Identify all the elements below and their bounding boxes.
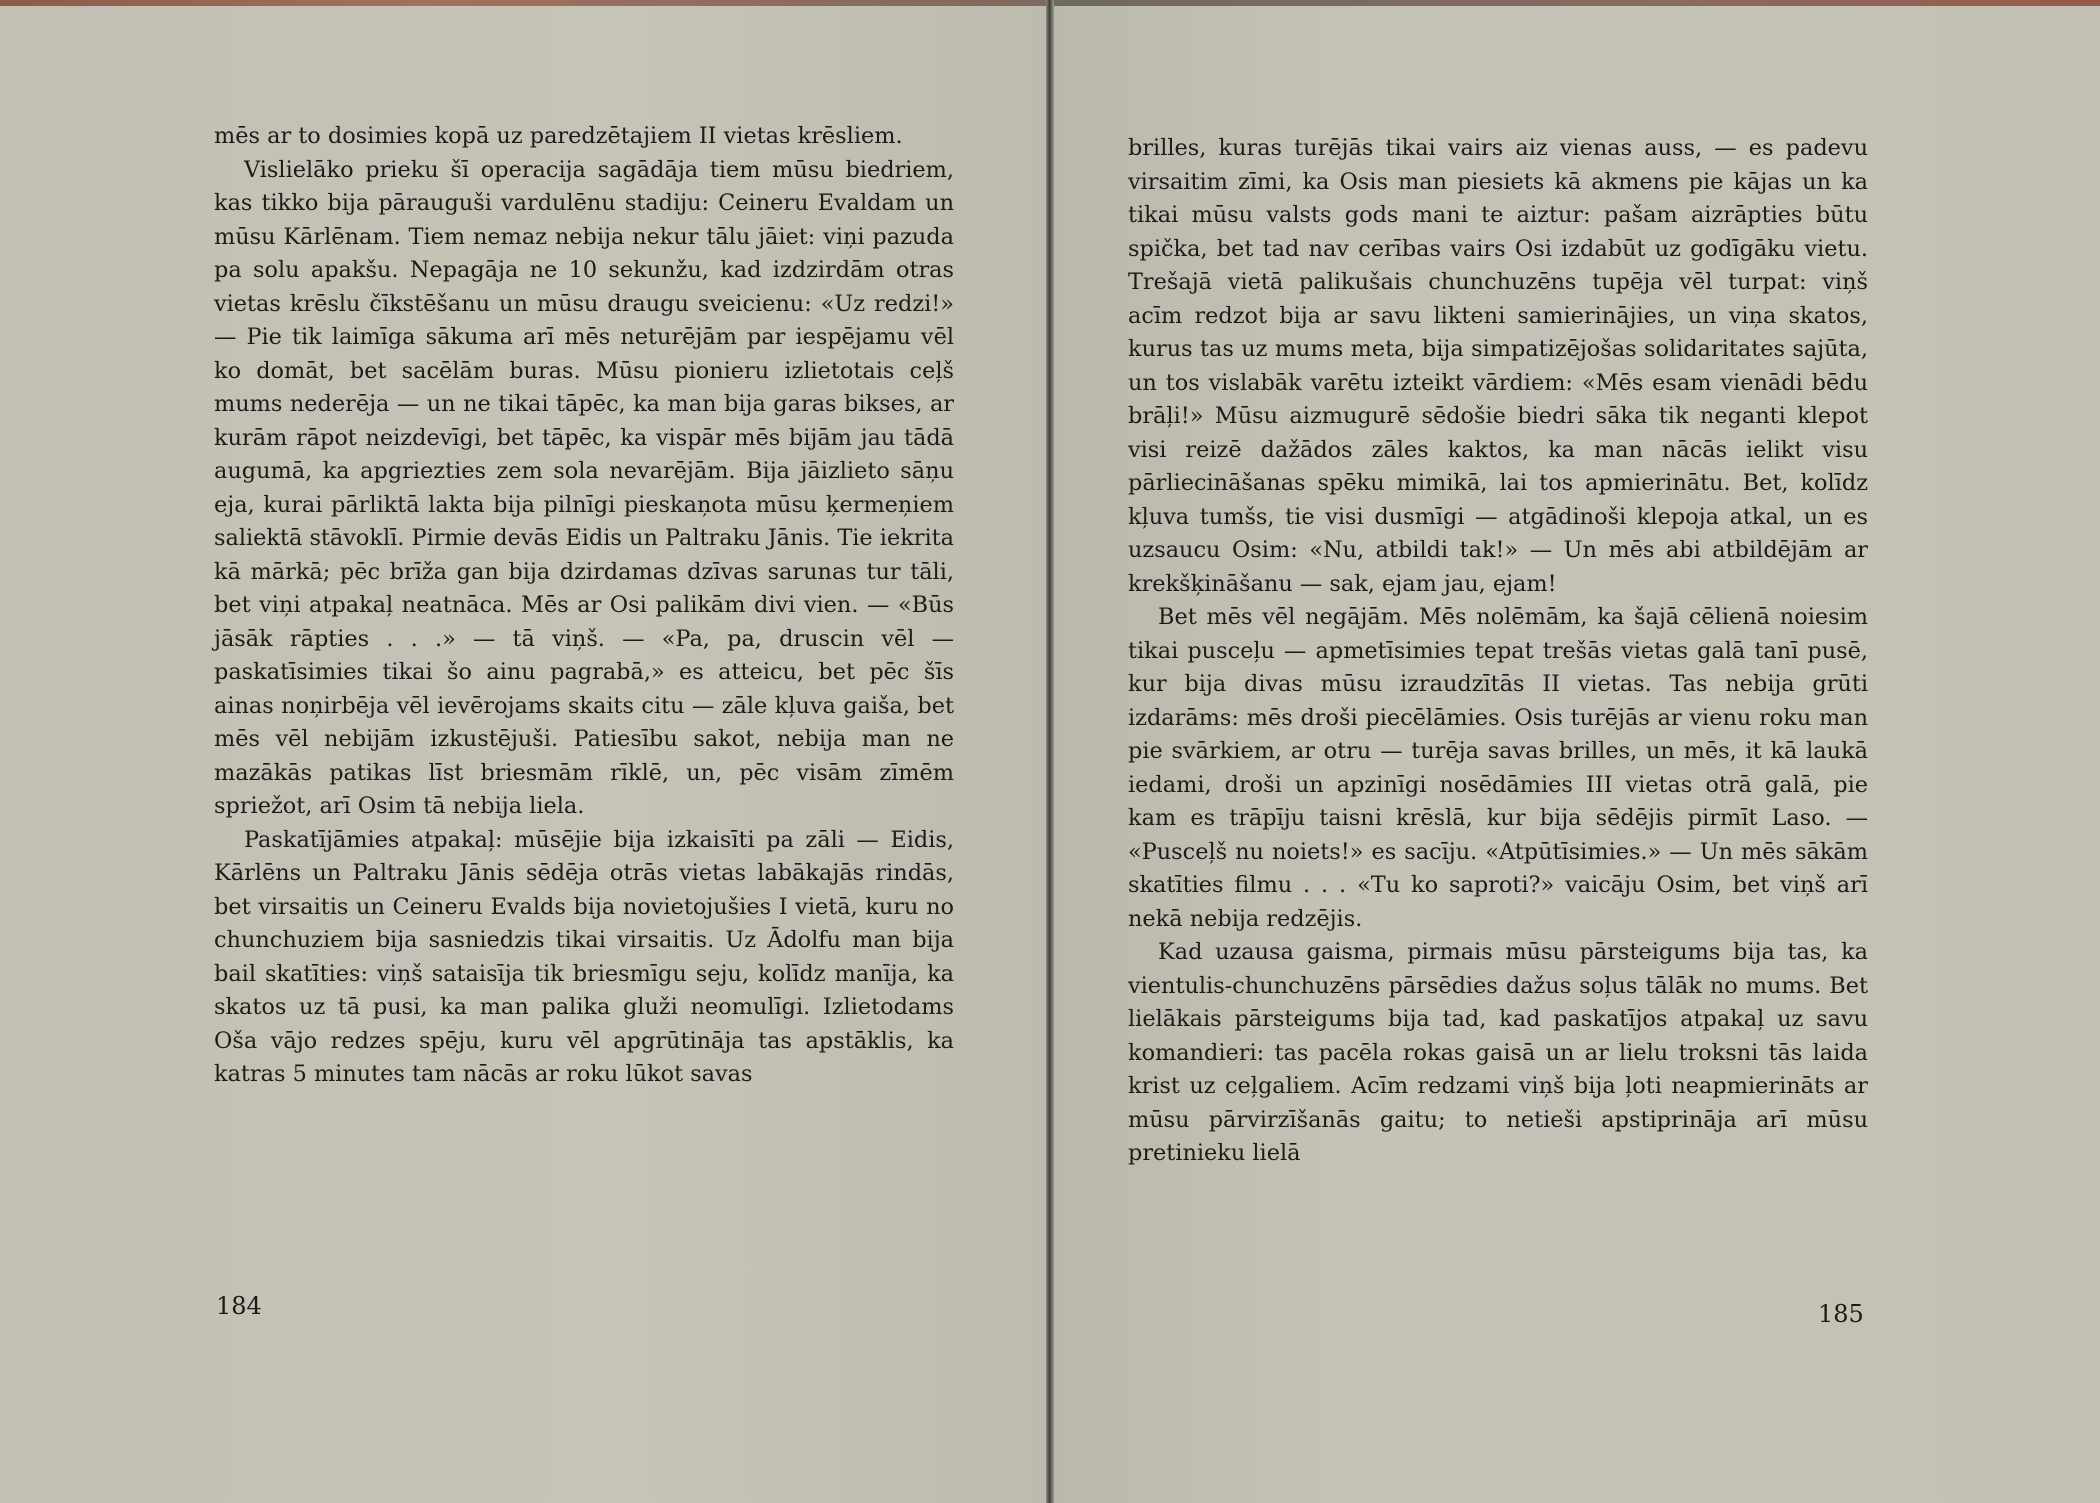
right-page <box>1052 6 2100 1503</box>
paragraph: Kad uzausa gaisma, pirmais mūsu pārsteigums bija tas, ka vientulis-chunchuzēns pārsēdies dažus soļus tālāk no mums. Bet lielākais pārsteigums bija tad, kad paskatījos atpakaļ uz savu komandieri: tas pacēla rokas gaisā un ar lielu troksni tās laida krist uz ceļgaliem. Acīm redzami viņš bija ļoti neapmierināts ar mūsu pārvirzīšanās gaitu; to netieši apstiprināja arī mūsu pretinieku lielā <box>1128 939 1868 1166</box>
paragraph: mēs ar to dosimies kopā uz paredzētajiem II vietas krēsliem. <box>214 123 903 149</box>
paragraph: Paskatījāmies atpakaļ: mūsējie bija izkaisīti pa zāli — Eidis, Kārlēns un Paltraku Jānis sēdēja otrās vietas labākajās rindās, bet virsaitis un Ceineru Evalds bija novietojušies I vietā, kuru no chunchuziem bija sasniedzis tikai virsaitis. Uz Ādolfu man bija bail skatīties: viņš sataisīja tik briesmīgu seju, kolīdz manīja, ka skatos uz tā pusi, ka man palika gluži neomulīgi. Izlietodams Oša vājo redzes spēju, kuru vēl apgrūtināja tas apstāklis, ka katras 5 minutes tam nācās ar roku lūkot savas <box>214 826 954 1087</box>
book-gutter <box>1046 0 1054 1503</box>
left-page <box>0 6 1048 1503</box>
paragraph: Bet mēs vēl negājām. Mēs nolēmām, ka šajā cēlienā noiesim tikai pusceļu — apmetīsimies tepat trešās vietas galā tanī pusē, kur bija divas mūsu izraudzītās II vietas. Tas nebija grūti izdarāms: mēs droši piecēlāmies. Osis turējās ar vienu roku man pie svārkiem, ar otru — turēja savas brilles, un mēs, it kā laukā iedami, droši un apzinīgi nosēdāmies III vietas otrā galā, pie kam es trāpīju taisni krēslā, kur bija sēdējis pirmīt Laso. — «Pusceļš nu noiets!» es sacīju. «Atpūtīsimies.» — Un mēs sākām skatīties filmu . . . «Tu ko saproti?» vaicāju Osim, bet viņš arī nekā nebija redzējis. <box>1128 604 1868 932</box>
paragraph: brilles, kuras turējās tikai vairs aiz vienas auss, — es padevu virsaitim zīmi, ka Osis man piesiets kā akmens pie kājas un ka tikai mūsu valsts gods mani te aiztur: pašam aizrāpties būtu spička, bet tad nav cerības vairs Osi izdabūt uz godīgāku vietu. Trešajā vietā palikušais chunchuzēns tupēja vēl turpat: viņš acīm redzot bija ar savu likteni samierinājies, un viņa skatos, kurus tas uz mums meta, bija simpatizējošas solidaritates sajūta, un tos vislabāk varētu izteikt vārdiem: «Mēs esam vienādi bēdu brāļi!» Mūsu aizmugurē sēdošie biedri sāka tik neganti klepot visi reizē dažādos zāles kaktos, ka man nācās ielikt visu pārliecināšanas spēku mimikā, lai tos apmierinātu. Bet, kolīdz kļuva tumšs, tie visi dusmīgi — atgādinoši klepoja atkal, un es uzsaucu Osim: «Nu, atbildi tak!» — Un mēs abi atbildējām ar krekšķināšanu — sak, ejam jau, ejam! <box>1128 135 1868 597</box>
left-page-text <box>214 120 954 1092</box>
paragraph: Vislielāko prieku šī operacija sagādāja tiem mūsu biedriem, kas tikko bija pārauguši vardulēnu stadiju: Ceineru Evaldam un mūsu Kārlēnam. Tiem nemaz nebija nekur tālu jāiet: viņi pazuda pa solu apakšu. Nepagāja ne 10 sekunžu, kad izdzirdām otras vietas krēslu čīkstēšanu un mūsu draugu sveicienu: «Uz redzi!» — Pie tik laimīga sākuma arī mēs neturējām par iespējamu vēl ko domāt, bet sacēlām buras. Mūsu pionieru izlietotais ceļš mums nederēja — un ne tikai tāpēc, ka man bija garas bikses, ar kurām rāpot neizdevīgi, bet tāpēc, ka vispār mēs bijām jau tādā augumā, ka apgriezties zem sola nevarējām. Bija jāizlieto sāņu eja, kurai pārliktā lakta bija pilnīgi pieskaņota mūsu ķermeņiem saliektā stāvoklī. Pirmie devās Eidis un Paltraku Jānis. Tie iekrita kā mārkā; pēc brīža gan bija dzirdamas dzīvas sarunas tur tāli, bet viņi atpakaļ neatnāca. Mēs ar Osi palikām divi vien. — «Būs jāsāk rāpties . . .» — tā viņš. — «Pa, pa, druscin vēl — paskatīsimies tikai šo ainu pagrabā,» es atteicu, bet pēc šīs ainas noņirbēja vēl ievērojams skaits citu — zāle kļuva gaiša, bet mēs vēl nebijām izkustējuši. Patiesību sakot, nebija man ne mazākās patikas līst briesmām rīklē, un, pēc visām zīmēm spriežot, arī Osim tā nebija liela. <box>214 156 954 819</box>
right-page-text <box>1128 132 1868 1171</box>
page-number: 185 <box>1818 1300 1864 1328</box>
page-number: 184 <box>216 1292 262 1320</box>
